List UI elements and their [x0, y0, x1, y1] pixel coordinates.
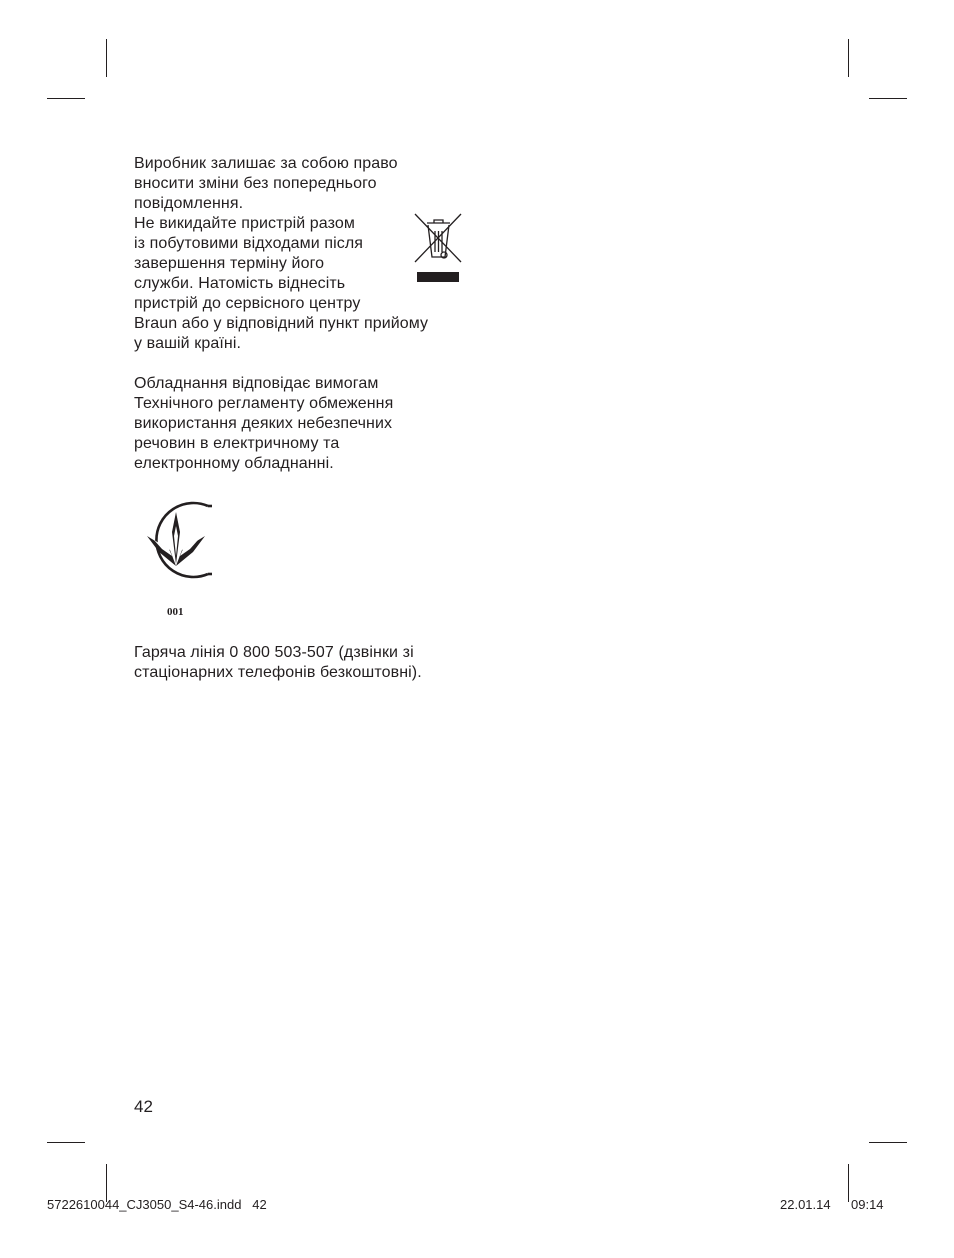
text-line: із побутовими відходами після	[134, 235, 364, 252]
text-line: речовин в електричному та	[134, 435, 340, 452]
text-line: електронному обладнанні.	[134, 455, 334, 472]
text-line: Не викидайте пристрій разом	[134, 215, 355, 232]
text-line: завершення терміну його	[134, 255, 325, 272]
text-line: Гаряча лінія 0 800 503-507 (дзвінки зі	[134, 644, 414, 661]
crop-mark-top-right-vertical	[848, 39, 849, 77]
crop-mark-top-left-horizontal	[47, 98, 85, 99]
slug-file-info: 5722610044_CJ3050_S4-46.indd 42	[47, 1197, 267, 1212]
text-line: Обладнання відповідає вимогам	[134, 375, 379, 392]
disposal-notice-paragraph	[134, 214, 428, 354]
text-line: Технічного регламенту обмеження	[134, 395, 394, 412]
crop-mark-top-right-horizontal	[869, 98, 907, 99]
text-line: у вашій країні.	[134, 335, 242, 352]
text-line: служби. Натомість віднесіть	[134, 275, 346, 292]
ukrainian-conformity-mark-icon	[132, 498, 214, 586]
page-number: 42	[134, 1097, 153, 1116]
compliance-paragraph	[134, 374, 393, 474]
crop-mark-bottom-left-horizontal	[47, 1142, 85, 1143]
hotline-paragraph	[134, 643, 422, 683]
text-line: використання деяких небезпечних	[134, 415, 393, 432]
crop-mark-top-left-vertical	[106, 39, 107, 77]
text-line: повідомлення.	[134, 195, 244, 212]
text-line: Виробник залишає за собою право	[134, 155, 398, 172]
text-line: стаціонарних телефонів безкоштовні).	[134, 664, 422, 681]
text-line: вносити зміни без попереднього	[134, 175, 377, 192]
crop-mark-bottom-right-vertical	[848, 1164, 849, 1202]
slug-date: 22.01.14	[780, 1197, 831, 1212]
crossed-out-wheelie-bin-icon	[414, 212, 462, 284]
conformity-mark-code: 001	[167, 606, 184, 618]
text-line: Braun або у відповідний пункт прийому	[134, 315, 429, 332]
slug-time: 09:14	[851, 1197, 884, 1212]
crop-mark-bottom-right-horizontal	[869, 1142, 907, 1143]
text-line: пристрій до сервісного центру	[134, 295, 361, 312]
manufacturer-notice-paragraph	[134, 154, 398, 214]
